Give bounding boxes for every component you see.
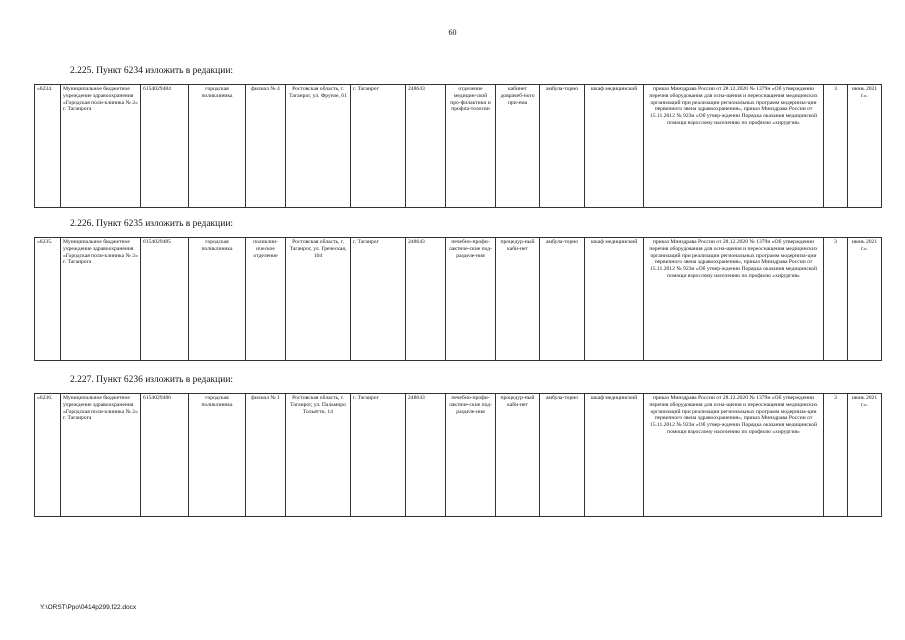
cell-address: Ростовская область, г. Таганрог, ул. Греческая, 104 [286, 238, 351, 361]
section-heading: 2.226. Пункт 6235 изложить в редакции: [70, 219, 234, 229]
cell-inn: 6154029485 [141, 238, 189, 361]
table-row [35, 394, 882, 517]
cell-inn: 6154029484 [141, 85, 189, 208]
amendment-table [34, 84, 882, 208]
table-row [35, 85, 882, 208]
cell-number: «6234. [35, 85, 61, 208]
cell-basis: приказ Минздрава России от 28.12.2020 № 1379н «Об утверждении перечня оборудования для осна-щения и переоснащения медицинских организаций при реализации региональных программ модерниза-ции первичного звена здравоохранения», приказ Минздрава России от 15.11.2012 № 923н «Об утвер-ждении Порядка оказания медицинской помощи взрослому населению по профилю «хирургия» [644, 85, 824, 208]
cell-city: г. Таганрог [351, 394, 406, 517]
cell-number: «6236. [35, 394, 61, 517]
cell-city: г. Таганрог [351, 85, 406, 208]
cell-department: печебно-профи-лактиче-ские под-разделе-ния [446, 238, 496, 361]
cell-basis: приказ Минздрава России от 28.12.2020 № 1379н «Об утверждении перечня оборудования для осна-щения и переоснащения медицинских организаций при реализации региональных программ модерниза-ции первичного звена здравоохранения», приказ Минздрава России от 15.11.2012 № 923н «Об утвер-ждении Порядка оказания медицинской помощи взрослому населению по профилю «хирургия» [644, 238, 824, 361]
cell-date: июнь 2021 г.». [848, 394, 882, 517]
cell-basis: приказ Минздрава России от 28.12.2020 № 1379н «Об утверждении перечня оборудования для осна-щения и переоснащения медицинских организаций при реализации региональных программ модерниза-ции первичного звена здравоохранения», приказ Минздрава России от 15.11.2012 № 923н «Об утвер-ждении Порядка оказания медицинской помощи взрослому населению по профилю «хирургия» [644, 394, 824, 517]
cell-quantity: 3 [824, 238, 848, 361]
cell-date: июнь 2021 г.». [848, 85, 882, 208]
cell-type: городская поликлиника [189, 238, 246, 361]
cell-organization: Муниципальное бюджетное учреждение здравоохранения «Городская поли-клиника № 2» г. Таганрога [61, 238, 141, 361]
cell-department: отделение медицин-ской про-филактики и профпа-тологии [446, 85, 496, 208]
cell-branch: поликлин-ическое отделение [246, 238, 286, 361]
cell-organization: Муниципальное бюджетное учреждение здравоохранения «Городская поли-клиника № 2» г. Таганрога [61, 85, 141, 208]
section-heading: 2.227. Пункт 6236 изложить в редакции: [70, 375, 234, 385]
cell-date: июнь 2021 г.». [848, 238, 882, 361]
cell-branch: филиал № 4 [246, 85, 286, 208]
amendment-table [34, 393, 882, 517]
amendment-table [34, 237, 882, 361]
cell-room: кабинет доврачеб-ного при-ема [496, 85, 540, 208]
section-heading: 2.225. Пункт 6234 изложить в редакции: [70, 66, 234, 76]
cell-city: г. Таганрог [351, 238, 406, 361]
cell-quantity: 3 [824, 85, 848, 208]
cell-mode: амбула-торно [540, 394, 585, 517]
cell-number: «6235. [35, 238, 61, 361]
cell-equipment: шкаф медицинский [585, 85, 644, 208]
cell-code: 248643 [406, 394, 446, 517]
cell-room: процедур-ный каби-нет [496, 238, 540, 361]
file-path-footer: Y:\ORST\Ppo\0414p299.f22.docx [40, 604, 137, 611]
cell-code: 248643 [406, 85, 446, 208]
cell-equipment: шкаф медицинский [585, 394, 644, 517]
cell-inn: 6154029486 [141, 394, 189, 517]
cell-code: 248643 [406, 238, 446, 361]
cell-address: Ростовская область, г. Таганрог, ул. Пальмиро Тольятти, 14 [286, 394, 351, 517]
cell-type: городская поликлиника [189, 394, 246, 517]
cell-mode: амбула-торно [540, 238, 585, 361]
cell-room: процедур-ный каби-нет [496, 394, 540, 517]
cell-mode: амбула-торно [540, 85, 585, 208]
cell-type: городская поликлиника [189, 85, 246, 208]
page-number: 60 [448, 28, 457, 37]
cell-address: Ростовская область, г. Таганрог, ул. Фрунзе, 61 [286, 85, 351, 208]
cell-quantity: 3 [824, 394, 848, 517]
table-row [35, 238, 882, 361]
cell-branch: филиал № 1 [246, 394, 286, 517]
cell-department: печебно-профи-лактиче-ские под-разделе-ния [446, 394, 496, 517]
cell-equipment: шкаф медицинский [585, 238, 644, 361]
cell-organization: Муниципальное бюджетное учреждение здравоохранения «Городская поли-клиника № 2» г. Таганрога [61, 394, 141, 517]
